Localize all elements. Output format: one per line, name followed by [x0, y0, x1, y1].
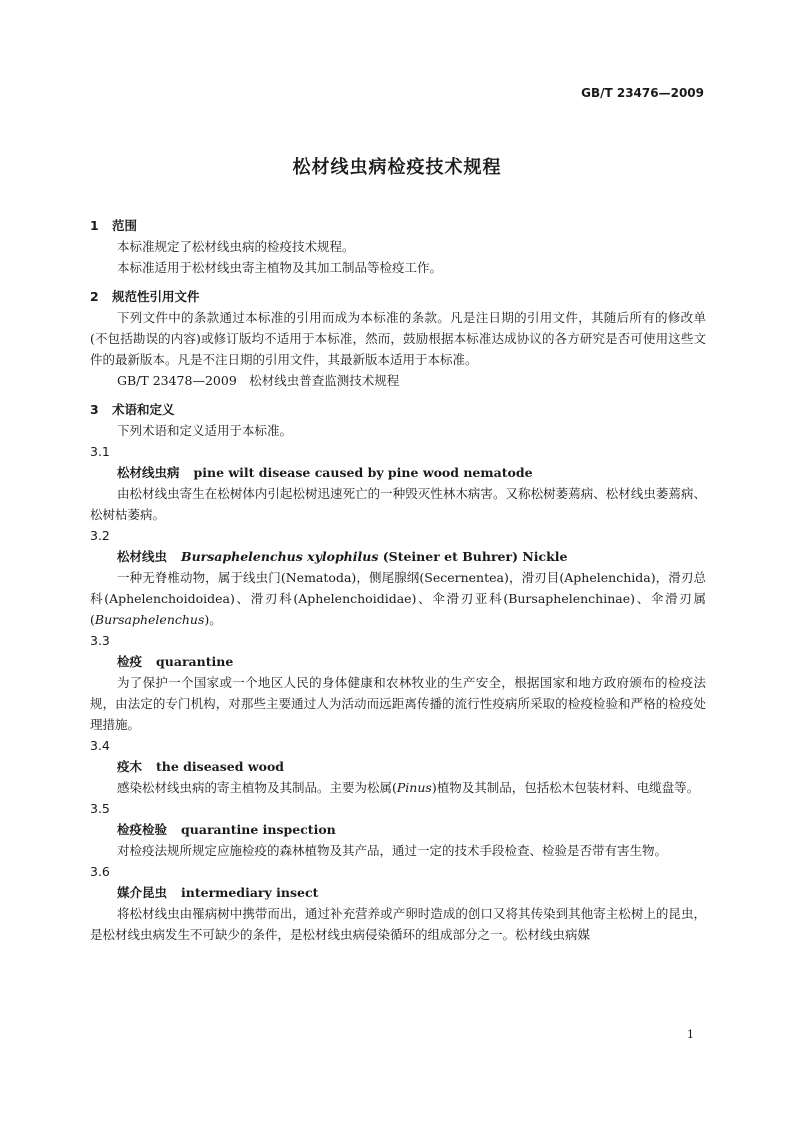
standard-code: GB/T 23476—2009	[581, 86, 704, 100]
term-definition	[90, 567, 706, 630]
clause-number: 3.3	[90, 633, 110, 648]
term-entry	[90, 546, 706, 567]
term-chinese: 疫木	[117, 759, 143, 774]
term-english	[181, 549, 568, 564]
term-english: intermediary insect	[181, 885, 319, 900]
term-chinese: 松材线虫病	[117, 465, 180, 480]
definition-text: 一种无脊椎动物，属于线虫门(Nematoda)，侧尾腺纲(Secernentea)，滑刃目(Aphelenchida)，滑刃总科(Aphelenchoidoidea)、滑刃科(Aphelenchoididae)、伞滑刃亚科(Bursaphelenchinae)、伞滑刃属(	[90, 570, 706, 627]
paragraph: 本标准适用于松材线虫寄主植物及其加工制品等检疫工作。	[117, 260, 443, 275]
section-heading	[90, 286, 706, 307]
term-english: quarantine inspection	[181, 822, 336, 837]
term-entry	[90, 462, 706, 483]
clause-number: 3.2	[90, 528, 110, 543]
term-entry	[90, 882, 706, 903]
paragraph: 下列文件中的条款通过本标准的引用而成为本标准的条款。凡是注日期的引用文件，其随后所有的修改单(不包括勘误的内容)或修订版均不适用于本标准，然而，鼓励根据本标准达成协议的各方研究是否可使用这些文件的最新版本。凡是不注日期的引用文件，其最新版本适用于本标准。	[90, 310, 706, 367]
paragraph: 下列术语和定义适用于本标准。	[117, 423, 293, 438]
term-chinese: 媒介昆虫	[117, 885, 168, 900]
latin-genus: Pinus	[396, 780, 432, 795]
latin-genus: Bursaphelenchus	[94, 612, 205, 627]
section-number: 2	[90, 289, 99, 304]
definition-text: )。	[204, 612, 222, 627]
definition-text: )植物及其制品，包括松木包装材料、电缆盘等。	[431, 780, 700, 795]
section-heading	[90, 215, 706, 236]
term-authority: (Steiner et Buhrer) Nickle	[378, 549, 568, 564]
section-number: 1	[90, 218, 99, 233]
term-entry	[90, 756, 706, 777]
term-english: the diseased wood	[156, 759, 285, 774]
paragraph: 本标准规定了松材线虫病的检疫技术规程。	[117, 239, 355, 254]
document-body	[90, 215, 706, 945]
term-definition: 由松材线虫寄生在松树体内引起松树迅速死亡的一种毁灭性林木病害。又称松树萎蔫病、松材线虫萎蔫病、松树枯萎病。	[90, 486, 706, 522]
term-definition: 为了保护一个国家或一个地区人民的身体健康和农林牧业的生产安全，根据国家和地方政府颁布的检疫法规，由法定的专门机构，对那些主要通过人为活动而远距离传播的流行性疫病所采取的检疫检验和严格的检疫处理措施。	[90, 675, 706, 732]
term-chinese: 检疫	[117, 654, 143, 669]
term-english: pine wilt disease caused by pine wood nematode	[193, 465, 533, 480]
clause-number: 3.4	[90, 738, 110, 753]
term-latin-name: Bursaphelenchus xylophilus	[181, 549, 379, 564]
clause-number: 3.6	[90, 864, 110, 879]
term-chinese: 松材线虫	[117, 549, 168, 564]
document-title: 松材线虫病检疫技术规程	[292, 157, 502, 178]
term-entry	[90, 819, 706, 840]
definition-text: 感染松材线虫病的寄主植物及其制品。主要为松属(	[117, 780, 397, 795]
term-english: quarantine	[156, 654, 234, 669]
section-title: 范围	[112, 218, 138, 233]
term-chinese: 检疫检验	[117, 822, 168, 837]
clause-number: 3.5	[90, 801, 110, 816]
clause-number: 3.1	[90, 444, 110, 459]
term-definition: 将松材线虫由罹病树中携带而出，通过补充营养或产卵时造成的创口又将其传染到其他寄主松树上的昆虫，是松材线虫病发生不可缺少的条件，是松材线虫病侵染循环的组成部分之一。松材线虫病媒	[90, 906, 706, 942]
term-entry	[90, 651, 706, 672]
referenced-standard: GB/T 23478—2009 松材线虫普查监测技术规程	[117, 373, 400, 388]
section-number: 3	[90, 402, 99, 417]
term-definition	[90, 777, 706, 798]
page-number: 1	[687, 1028, 694, 1041]
section-heading	[90, 399, 706, 420]
section-title: 规范性引用文件	[112, 289, 200, 304]
section-title: 术语和定义	[112, 402, 175, 417]
term-definition: 对检疫法规所规定应施检疫的森林植物及其产品，通过一定的技术手段检查、检验是否带有害生物。	[117, 843, 668, 858]
